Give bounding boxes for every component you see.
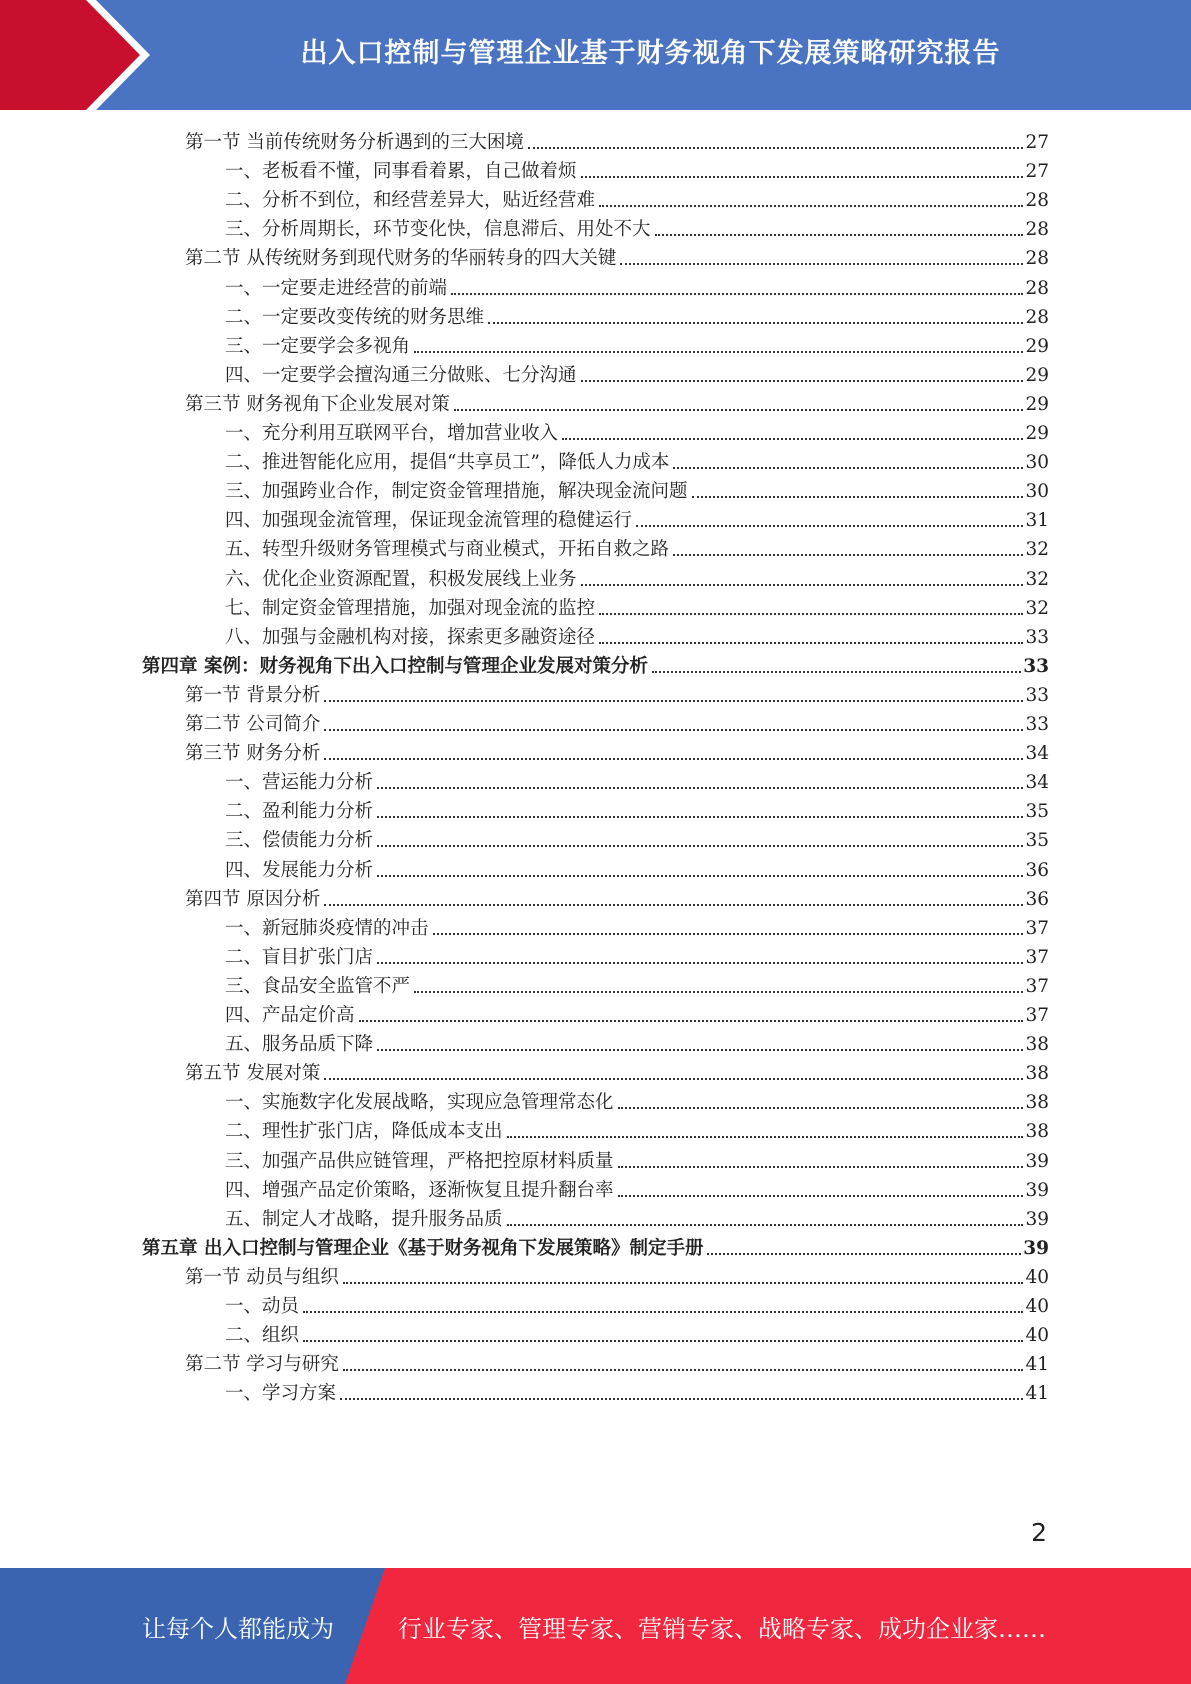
toc-entry-page: 40 (1025, 1325, 1049, 1347)
toc-entry-label: 第二节 公司简介 (185, 714, 321, 735)
toc-entry-page: 32 (1025, 568, 1049, 590)
toc-entry-label: 四、一定要学会擅沟通三分做账、七分沟通 (225, 364, 577, 386)
toc-entry-page: 29 (1025, 364, 1049, 386)
toc-subsection-entry[interactable] (225, 1378, 1049, 1409)
toc-entry-page: 33 (1025, 714, 1049, 735)
toc-dot-leader (636, 524, 1023, 527)
toc-subsection-entry[interactable] (225, 622, 1049, 653)
toc-dot-leader (488, 321, 1023, 324)
toc-entry-page: 38 (1025, 1121, 1049, 1143)
toc-section-entry[interactable] (185, 127, 1049, 158)
toc-dot-leader (618, 1106, 1024, 1109)
toc-entry-page: 29 (1025, 335, 1049, 357)
toc-dot-leader (581, 175, 1024, 178)
toc-entry-page: 38 (1025, 1063, 1049, 1085)
toc-dot-leader (433, 932, 1024, 935)
toc-dot-leader (377, 815, 1023, 818)
toc-dot-leader (599, 641, 1023, 644)
toc-entry-label: 第一节 背景分析 (185, 684, 321, 706)
toc-chapter-entry[interactable] (142, 1233, 1049, 1264)
toc-entry-label: 三、加强跨业合作，制定资金管理措施，解决现金流问题 (225, 481, 688, 503)
toc-dot-leader (673, 553, 1023, 556)
toc-entry-label: 第四节 原因分析 (185, 888, 321, 910)
toc-dot-leader (599, 612, 1023, 615)
toc-entry-label: 三、分析周期长，环节变化快，信息滞后、用处不大 (225, 219, 651, 241)
toc-subsection-entry[interactable] (225, 942, 1049, 973)
toc-subsection-entry[interactable] (225, 214, 1049, 245)
toc-dot-leader (343, 1368, 1024, 1371)
toc-entry-label: 二、盲目扩张门店 (225, 946, 374, 968)
toc-entry-page: 39 (1025, 1150, 1049, 1172)
toc-subsection-entry[interactable] (225, 1116, 1049, 1147)
toc-entry-page: 35 (1025, 801, 1049, 823)
toc-dot-leader (359, 1019, 1024, 1022)
toc-dot-leader (377, 1048, 1023, 1051)
toc-subsection-entry[interactable] (225, 273, 1049, 304)
toc-entry-label: 第三节 财务视角下企业发展对策 (185, 393, 450, 415)
toc-entry-page: 28 (1025, 219, 1049, 241)
toc-entry-page: 39 (1025, 1208, 1049, 1230)
toc-dot-leader (451, 292, 1023, 295)
toc-entry-label: 第二节 学习与研究 (185, 1354, 339, 1376)
header-banner (0, 0, 1191, 110)
toc-subsection-entry[interactable] (225, 855, 1049, 886)
toc-subsection-entry[interactable] (225, 1291, 1049, 1322)
toc-entry-page: 37 (1025, 946, 1049, 968)
header-chevron-icon (0, 0, 140, 110)
toc-entry-page: 27 (1025, 132, 1049, 153)
toc-dot-leader (618, 1165, 1024, 1168)
toc-dot-leader (618, 1194, 1024, 1197)
toc-entry-label: 一、新冠肺炎疫情的冲击 (225, 917, 429, 939)
toc-entry-page: 39 (1023, 1237, 1049, 1259)
toc-entry-page: 33 (1025, 684, 1049, 706)
toc-entry-page: 33 (1023, 655, 1049, 677)
toc-entry-label: 二、盈利能力分析 (225, 801, 374, 823)
toc-entry-label: 五、服务品质下降 (225, 1034, 374, 1056)
toc-section-entry[interactable] (185, 1058, 1049, 1089)
toc-dot-leader (324, 757, 1023, 760)
toc-entry-label: 第二节 从传统财务到现代财务的华丽转身的四大关键 (185, 248, 617, 270)
toc-entry-label: 四、发展能力分析 (225, 859, 374, 881)
toc-dot-leader (655, 233, 1024, 236)
toc-entry-page: 28 (1025, 306, 1049, 328)
toc-subsection-entry[interactable] (225, 825, 1049, 856)
toc-entry-page: 37 (1025, 1005, 1049, 1026)
toc-entry-label: 第三节 财务分析 (185, 743, 321, 765)
toc-subsection-entry[interactable] (225, 418, 1049, 449)
toc-entry-label: 一、实施数字化发展战略，实现应急管理常态化 (225, 1092, 614, 1114)
toc-entry-page: 28 (1025, 190, 1049, 212)
toc-dot-leader (692, 495, 1024, 498)
toc-section-entry[interactable] (185, 884, 1049, 915)
footer-roles: 行业专家、管理专家、营销专家、战略专家、成功企业家…… (398, 1614, 1046, 1643)
toc-subsection-entry[interactable] (225, 1087, 1049, 1118)
toc-subsection-entry[interactable] (225, 767, 1049, 798)
toc-dot-leader (507, 1223, 1024, 1226)
toc-entry-label: 一、一定要走进经营的前端 (225, 277, 448, 299)
toc-dot-leader (620, 262, 1023, 265)
toc-subsection-entry[interactable] (225, 971, 1049, 1002)
toc-entry-label: 二、推进智能化应用，提倡“共享员工”，降低人力成本 (225, 452, 670, 474)
toc-section-entry[interactable] (185, 1262, 1049, 1293)
toc-entry-page: 39 (1025, 1179, 1049, 1201)
toc-entry-label: 第五节 发展对策 (185, 1063, 321, 1085)
toc-section-entry[interactable] (185, 709, 1049, 740)
toc-entry-label: 二、一定要改变传统的财务思维 (225, 306, 485, 328)
toc-subsection-entry[interactable] (225, 360, 1049, 391)
toc-dot-leader (581, 379, 1024, 382)
toc-entry-page: 33 (1025, 626, 1049, 648)
toc-dot-leader (507, 1135, 1024, 1138)
toc-subsection-entry[interactable] (225, 593, 1049, 624)
toc-subsection-entry[interactable] (225, 1175, 1049, 1206)
toc-entry-label: 四、产品定价高 (225, 1005, 355, 1026)
toc-subsection-entry[interactable] (225, 1146, 1049, 1177)
toc-subsection-entry[interactable] (225, 1204, 1049, 1235)
toc-dot-leader (377, 874, 1023, 877)
toc-entry-label: 四、加强现金流管理，保证现金流管理的稳健运行 (225, 510, 633, 532)
toc-subsection-entry[interactable] (225, 1320, 1049, 1351)
toc-entry-page: 38 (1025, 1034, 1049, 1056)
toc-subsection-entry[interactable] (225, 1000, 1049, 1031)
toc-section-entry[interactable] (185, 389, 1049, 420)
toc-entry-page: 36 (1025, 859, 1049, 881)
toc-entry-page: 37 (1025, 917, 1049, 939)
toc-dot-leader (414, 350, 1023, 353)
toc-section-entry[interactable] (185, 680, 1049, 711)
toc-entry-page: 36 (1025, 888, 1049, 910)
toc-entry-page: 30 (1025, 481, 1049, 503)
toc-entry-label: 八、加强与金融机构对接，探索更多融资途径 (225, 626, 596, 648)
toc-entry-page: 28 (1025, 277, 1049, 299)
toc-dot-leader (414, 990, 1023, 993)
toc-entry-page: 29 (1025, 393, 1049, 415)
toc-entry-label: 五、转型升级财务管理模式与商业模式，开拓自救之路 (225, 539, 670, 561)
toc-entry-page: 27 (1025, 161, 1049, 183)
toc-entry-page: 35 (1025, 830, 1049, 852)
toc-dot-leader (324, 1077, 1023, 1080)
toc-dot-leader (652, 670, 1021, 673)
toc-entry-label: 一、老板看不懂，同事看着累，自己做着烦 (225, 161, 577, 183)
toc-subsection-entry[interactable] (225, 1029, 1049, 1060)
toc-entry-label: 一、营运能力分析 (225, 772, 374, 794)
toc-dot-leader (303, 1339, 1023, 1342)
toc-entry-page: 37 (1025, 975, 1049, 997)
toc-dot-leader (303, 1310, 1023, 1313)
toc-dot-leader (673, 466, 1023, 469)
toc-entry-label: 七、制定资金管理措施，加强对现金流的监控 (225, 597, 596, 619)
footer-banner (0, 1568, 1191, 1684)
toc-entry-label: 第四章 案例：财务视角下出入口控制与管理企业发展对策分析 (142, 655, 648, 677)
toc-entry-label: 一、动员 (225, 1296, 300, 1317)
toc-entry-page: 31 (1025, 510, 1049, 532)
toc-subsection-entry[interactable] (225, 185, 1049, 216)
toc-entry-label: 三、加强产品供应链管理，严格把控原材料质量 (225, 1150, 614, 1172)
toc-subsection-entry[interactable] (225, 331, 1049, 362)
toc-entry-label: 三、一定要学会多视角 (225, 335, 411, 357)
toc-dot-leader (528, 146, 1024, 149)
toc-entry-page: 32 (1025, 597, 1049, 619)
toc-entry-page: 34 (1025, 772, 1049, 794)
footer-slogan: 让每个人都能成为 (142, 1614, 334, 1643)
toc-subsection-entry[interactable] (225, 302, 1049, 333)
toc-entry-label: 第一节 当前传统财务分析遇到的三大困境 (185, 132, 524, 153)
toc-entry-page: 38 (1025, 1092, 1049, 1114)
toc-entry-page: 41 (1025, 1383, 1049, 1405)
toc-dot-leader (707, 1252, 1021, 1255)
toc-entry-label: 五、制定人才战略，提升服务品质 (225, 1208, 503, 1230)
toc-subsection-entry[interactable] (225, 796, 1049, 827)
toc-subsection-entry[interactable] (225, 476, 1049, 507)
toc-dot-leader (377, 844, 1023, 847)
toc-entry-label: 一、学习方案 (225, 1383, 337, 1405)
toc-entry-page: 40 (1025, 1266, 1049, 1288)
toc-dot-leader (562, 437, 1023, 440)
toc-entry-page: 32 (1025, 539, 1049, 561)
toc-section-entry[interactable] (185, 1349, 1049, 1380)
toc-entry-page: 29 (1025, 423, 1049, 444)
toc-entry-label: 二、理性扩张门店，降低成本支出 (225, 1121, 503, 1143)
toc-subsection-entry[interactable] (225, 156, 1049, 187)
toc-entry-label: 六、优化企业资源配置，积极发展线上业务 (225, 568, 577, 590)
toc-entry-label: 二、组织 (225, 1325, 300, 1347)
toc-entry-label: 三、偿债能力分析 (225, 830, 374, 852)
toc-entry-page: 40 (1025, 1296, 1049, 1317)
toc-dot-leader (324, 903, 1023, 906)
toc-section-entry[interactable] (185, 738, 1049, 769)
toc-entry-page: 34 (1025, 743, 1049, 765)
toc-dot-leader (377, 961, 1023, 964)
toc-subsection-entry[interactable] (225, 913, 1049, 944)
toc-subsection-entry[interactable] (225, 534, 1049, 565)
toc-entry-page: 28 (1025, 248, 1049, 270)
page-number: 2 (1031, 1518, 1047, 1547)
toc-entry-label: 第五章 出入口控制与管理企业《基于财务视角下发展策略》制定手册 (142, 1237, 704, 1259)
toc-entry-label: 第一节 动员与组织 (185, 1266, 339, 1288)
toc-subsection-entry[interactable] (225, 505, 1049, 536)
toc-chapter-entry[interactable] (142, 651, 1049, 682)
toc-entry-label: 四、增强产品定价策略，逐渐恢复且提升翻台率 (225, 1179, 614, 1201)
toc-dot-leader (454, 408, 1024, 411)
toc-subsection-entry[interactable] (225, 447, 1049, 478)
toc-dot-leader (343, 1281, 1024, 1284)
document-title: 出入口控制与管理企业基于财务视角下发展策略研究报告 (300, 37, 1001, 69)
toc-dot-leader (581, 583, 1024, 586)
toc-subsection-entry[interactable] (225, 564, 1049, 595)
toc-section-entry[interactable] (185, 243, 1049, 274)
toc-entry-page: 30 (1025, 452, 1049, 474)
toc-dot-leader (324, 699, 1023, 702)
toc-entry-label: 三、食品安全监管不严 (225, 975, 411, 997)
toc-dot-leader (324, 728, 1023, 731)
toc-dot-leader (377, 786, 1023, 789)
toc-entry-label: 二、分析不到位，和经营差异大，贴近经营难 (225, 190, 596, 212)
toc-entry-label: 一、充分利用互联网平台，增加营业收入 (225, 423, 559, 444)
toc-dot-leader (599, 204, 1023, 207)
toc-dot-leader (340, 1397, 1023, 1400)
toc-entry-page: 41 (1025, 1354, 1049, 1376)
